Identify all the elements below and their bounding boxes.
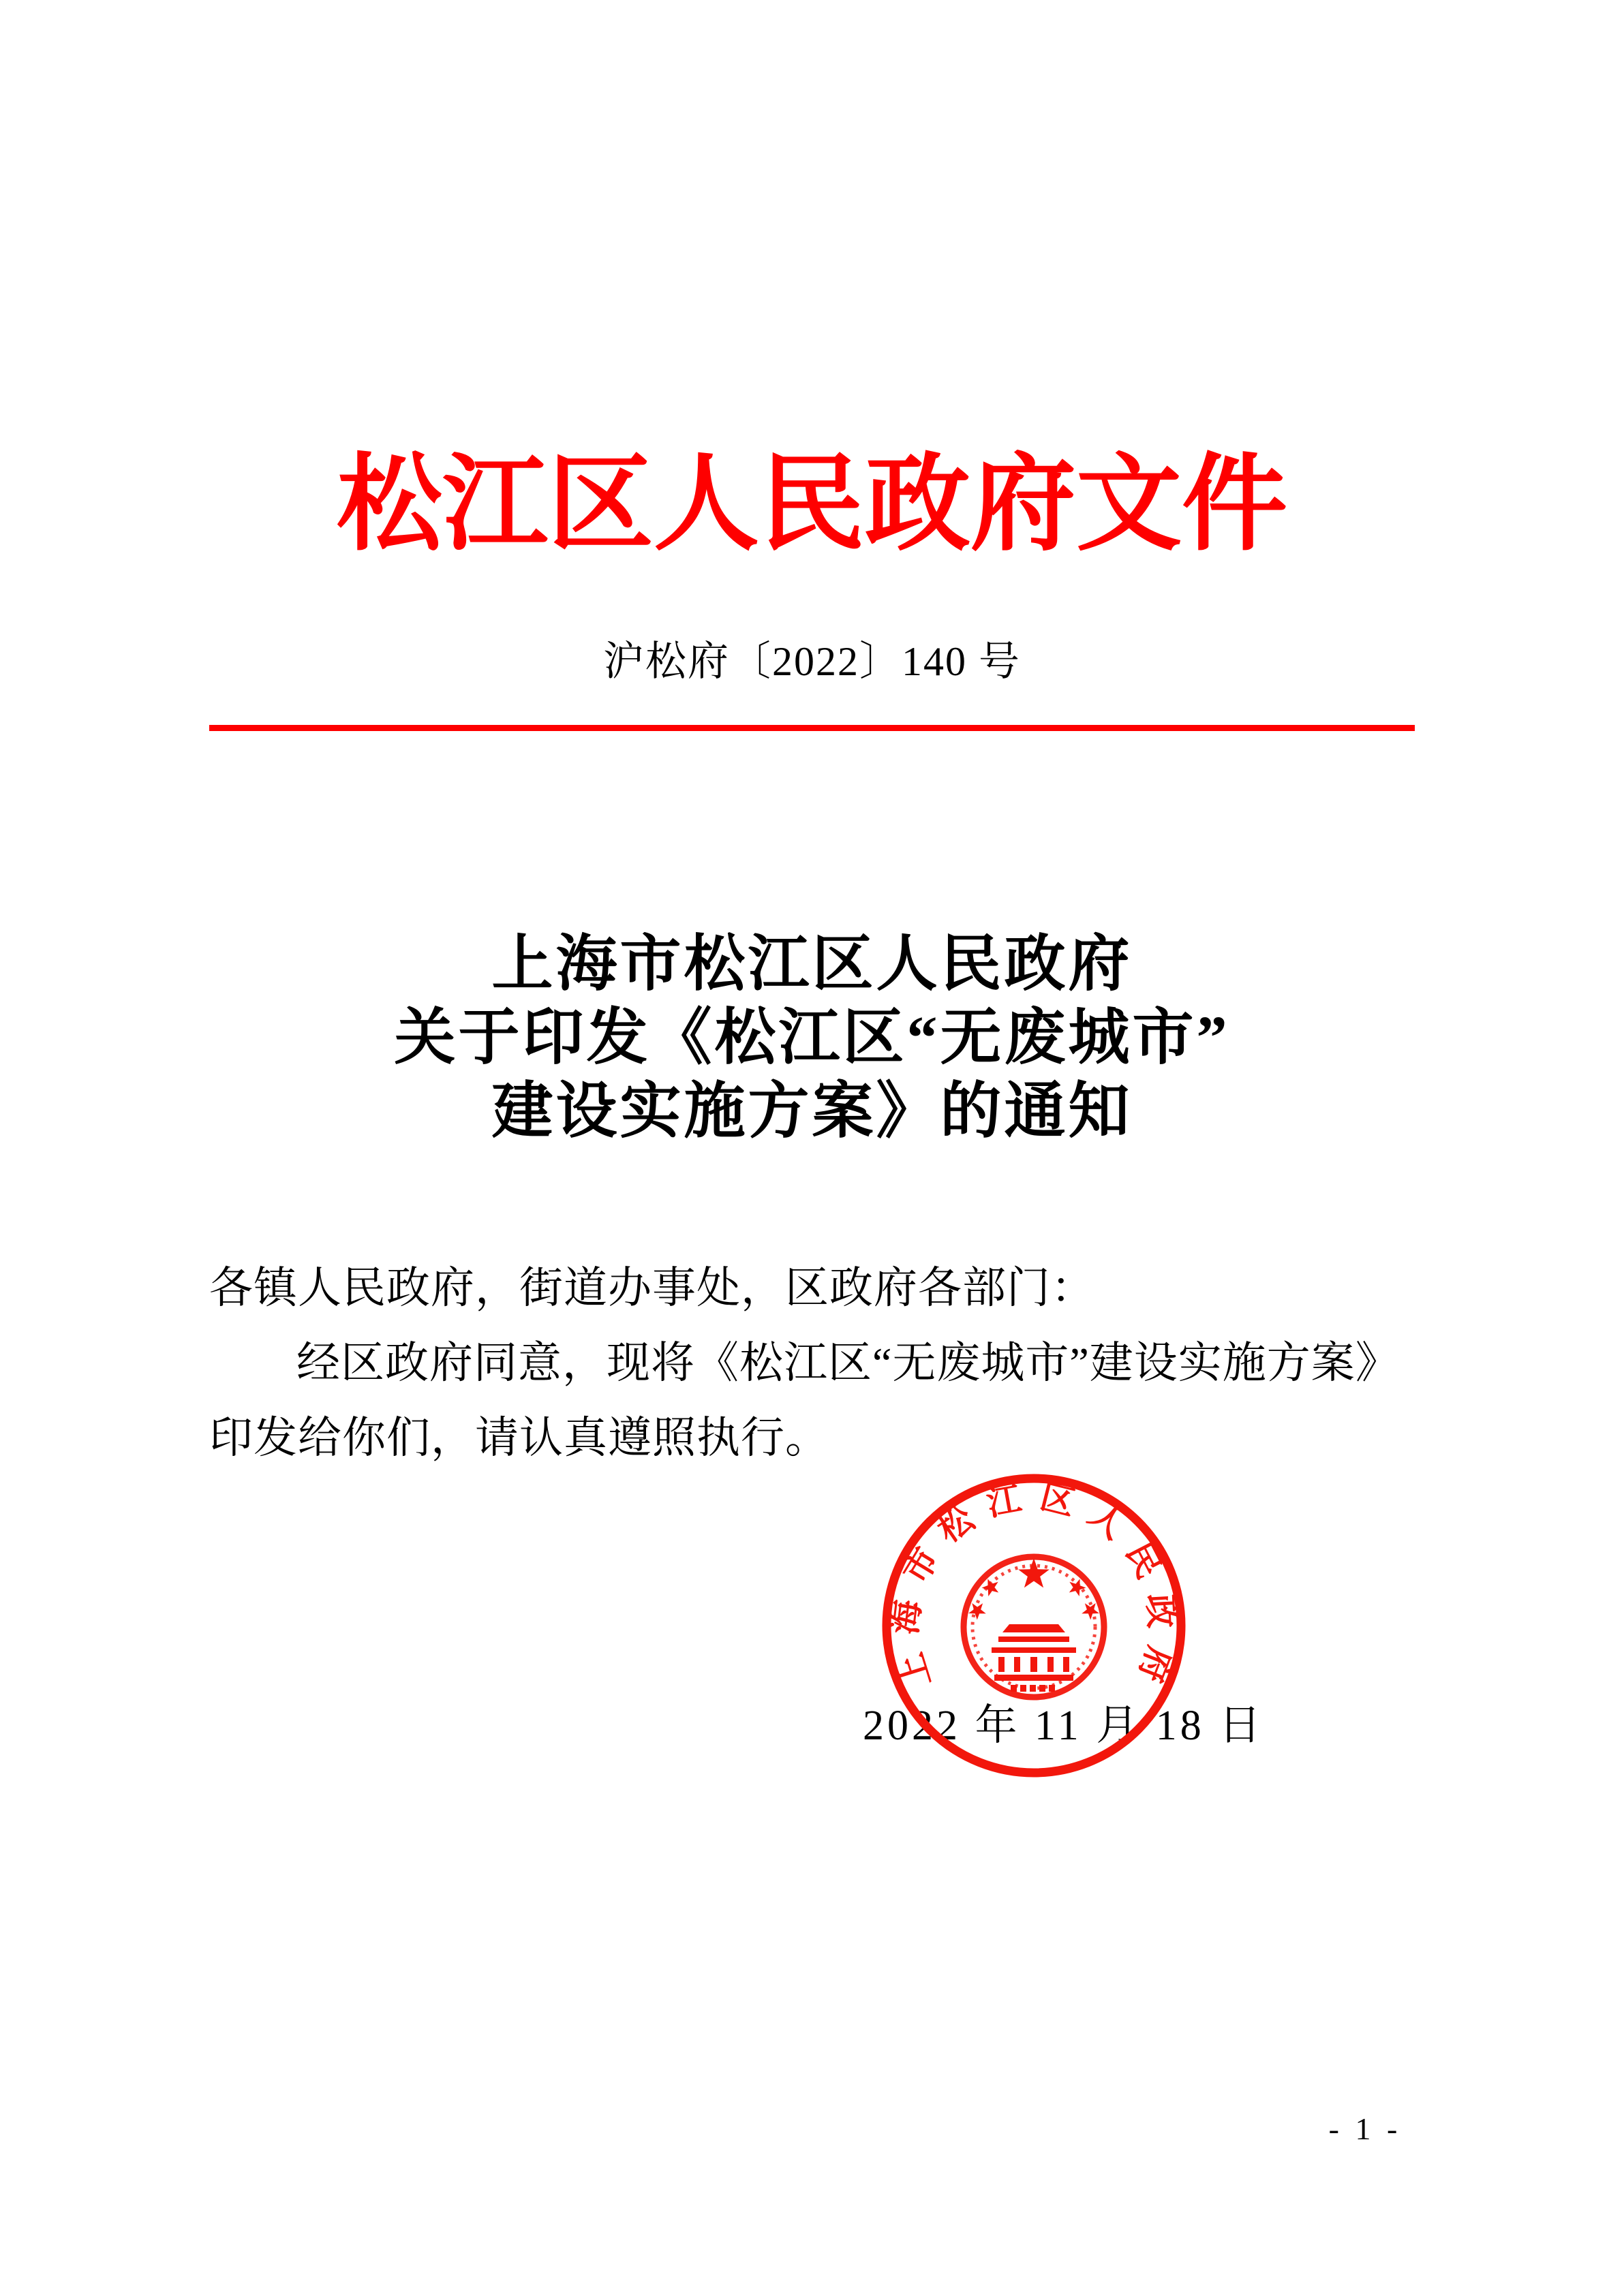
issue-date: 2022 年 11 月 18 日 [863, 1703, 1265, 1749]
body-paragraph-line2: 印发给你们，请认真遵照执行。 [209, 1414, 829, 1462]
body-salutation: 各镇人民政府，街道办事处，区政府各部门： [209, 1264, 1095, 1312]
notice-title-line2: 关于印发《松江区“无废城市” [394, 1004, 1230, 1072]
body-paragraph-line1: 经区政府同意，现将《松江区“无废城市”建设实施方案》 [296, 1339, 1400, 1387]
emblem-big-star [1018, 1558, 1050, 1587]
red-divider-line [209, 725, 1415, 731]
notice-title-line3: 建设实施方案》的通知 [491, 1078, 1133, 1145]
document-number: 沪松府〔2022〕140 号 [603, 639, 1021, 684]
emblem-gate [992, 1624, 1076, 1681]
page-number: - 1 - [1328, 2111, 1402, 2146]
official-seal [877, 1469, 1191, 1782]
notice-body [209, 1251, 1417, 1476]
notice-title [0, 928, 1624, 1149]
letterhead-title: 松江区人民政府文件 [337, 446, 1287, 563]
seal-ring-text: 上海市松江区人民政府 [885, 1476, 1182, 1702]
notice-title-line1: 上海市松江区人民政府 [491, 931, 1133, 998]
